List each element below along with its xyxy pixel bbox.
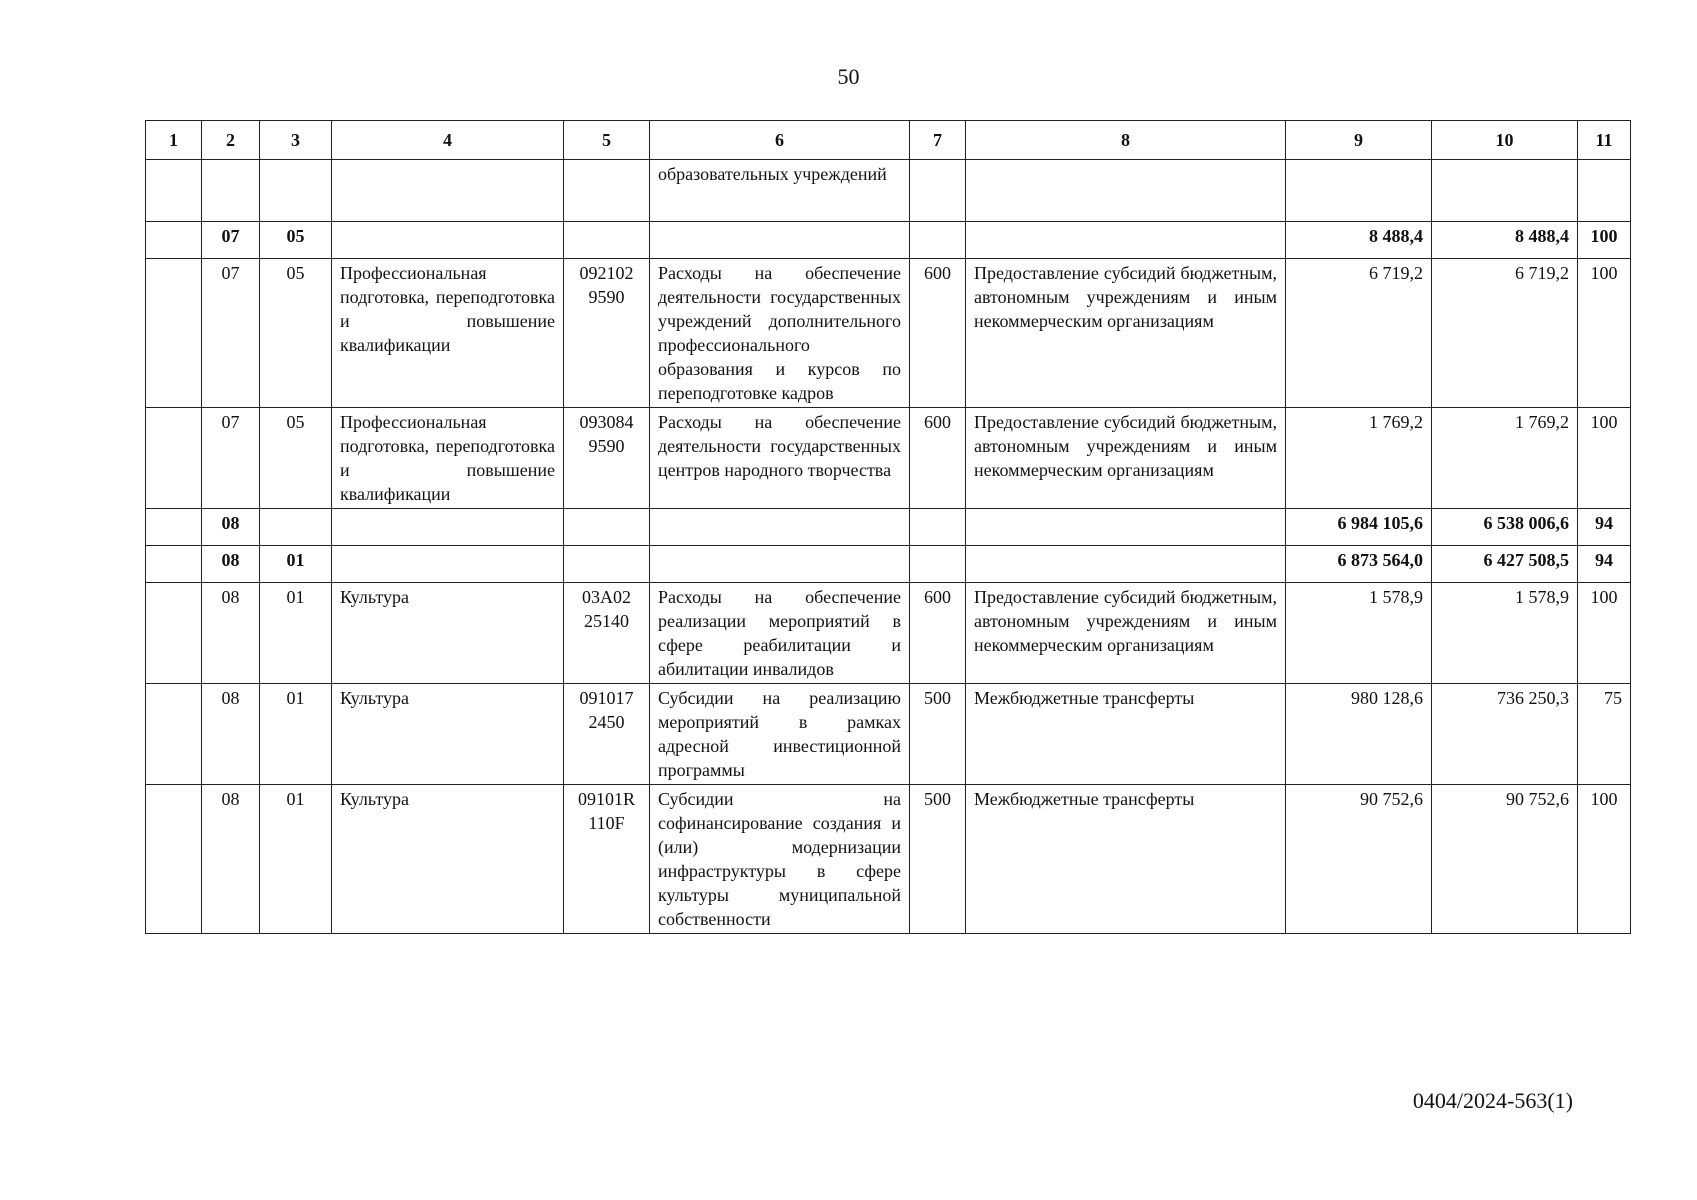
cell-actual: 90 752,6 [1432, 785, 1578, 934]
cell-subsection: 01 [260, 583, 332, 684]
cell-expense-name: Межбюджетные трансферты [966, 785, 1286, 934]
cell-expense-type [910, 222, 966, 259]
cell-description [650, 222, 910, 259]
cell-col1 [146, 785, 202, 934]
cell-expense-type: 500 [910, 785, 966, 934]
cell-section-name [332, 222, 564, 259]
cell-col1 [146, 160, 202, 222]
cell-expense-name: Предоставление субсидий бюджетным, автономным учреждениям и иным некоммерческим организациям [966, 408, 1286, 509]
cell-expense-type: 500 [910, 684, 966, 785]
column-header: 5 [564, 121, 650, 160]
cell-actual: 6 427 508,5 [1432, 546, 1578, 583]
cell-description [650, 546, 910, 583]
cell-section-name [332, 546, 564, 583]
cell-col1 [146, 684, 202, 785]
cell-section: 08 [202, 509, 260, 546]
cell-description: Расходы на обеспечение реализации мероприятий в сфере реабилитации и абилитации инвалидов [650, 583, 910, 684]
cell-description: образовательных учреждений [650, 160, 910, 222]
table-header-row [146, 121, 1631, 160]
cell-subsection: 01 [260, 684, 332, 785]
table-row [146, 160, 1631, 222]
cell-planned: 1 769,2 [1286, 408, 1432, 509]
cell-description: Субсидии на софинансирование создания и (или) модернизации инфраструктуры в сфере культуры муниципальной собственности [650, 785, 910, 934]
column-header: 9 [1286, 121, 1432, 160]
cell-subsection [260, 160, 332, 222]
cell-section: 08 [202, 684, 260, 785]
cell-expense-type [910, 160, 966, 222]
cell-target-code: 09101R 110F [564, 785, 650, 934]
column-header: 11 [1578, 121, 1631, 160]
cell-expense-name [966, 160, 1286, 222]
cell-col1 [146, 259, 202, 408]
cell-target-code: 091017 2450 [564, 684, 650, 785]
cell-expense-type [910, 546, 966, 583]
column-header: 3 [260, 121, 332, 160]
cell-planned: 6 984 105,6 [1286, 509, 1432, 546]
cell-description: Расходы на обеспечение деятельности государственных учреждений дополнительного профессионального образования и курсов по переподготовке кадров [650, 259, 910, 408]
cell-planned: 1 578,9 [1286, 583, 1432, 684]
cell-planned: 980 128,6 [1286, 684, 1432, 785]
cell-expense-name [966, 509, 1286, 546]
cell-section [202, 160, 260, 222]
cell-actual: 1 769,2 [1432, 408, 1578, 509]
cell-section-name: Профессиональная подготовка, переподготовка и повышение квалификации [332, 259, 564, 408]
cell-col1 [146, 583, 202, 684]
cell-target-code: 092102 9590 [564, 259, 650, 408]
cell-planned [1286, 160, 1432, 222]
cell-section: 08 [202, 785, 260, 934]
cell-percent: 75 [1578, 684, 1631, 785]
cell-subsection [260, 509, 332, 546]
cell-subsection: 05 [260, 408, 332, 509]
table-row-subtotal [146, 222, 1631, 259]
table-row [146, 684, 1631, 785]
cell-target-code: 093084 9590 [564, 408, 650, 509]
cell-col1 [146, 546, 202, 583]
budget-table [145, 120, 1631, 934]
cell-planned: 6 719,2 [1286, 259, 1432, 408]
cell-section-name [332, 160, 564, 222]
cell-subsection: 05 [260, 259, 332, 408]
column-header: 8 [966, 121, 1286, 160]
cell-target-code [564, 222, 650, 259]
cell-actual [1432, 160, 1578, 222]
column-header: 6 [650, 121, 910, 160]
cell-expense-name [966, 222, 1286, 259]
table-row-subtotal [146, 546, 1631, 583]
table-row [146, 259, 1631, 408]
cell-section-name: Культура [332, 684, 564, 785]
cell-section: 08 [202, 546, 260, 583]
cell-target-code [564, 546, 650, 583]
cell-description [650, 509, 910, 546]
cell-section: 07 [202, 408, 260, 509]
cell-section-name: Профессиональная подготовка, переподготовка и повышение квалификации [332, 408, 564, 509]
cell-description: Субсидии на реализацию мероприятий в рамках адресной инвестиционной программы [650, 684, 910, 785]
cell-section-name: Культура [332, 583, 564, 684]
cell-target-code [564, 160, 650, 222]
cell-expense-type [910, 509, 966, 546]
cell-actual: 6 538 006,6 [1432, 509, 1578, 546]
cell-col1 [146, 408, 202, 509]
column-header: 4 [332, 121, 564, 160]
cell-actual: 6 719,2 [1432, 259, 1578, 408]
table-row [146, 408, 1631, 509]
cell-percent: 100 [1578, 222, 1631, 259]
cell-section: 08 [202, 583, 260, 684]
cell-section: 07 [202, 259, 260, 408]
cell-target-code [564, 509, 650, 546]
column-header: 2 [202, 121, 260, 160]
cell-subsection: 01 [260, 546, 332, 583]
cell-percent: 94 [1578, 546, 1631, 583]
cell-actual: 1 578,9 [1432, 583, 1578, 684]
cell-percent: 100 [1578, 785, 1631, 934]
column-header: 1 [146, 121, 202, 160]
cell-percent: 94 [1578, 509, 1631, 546]
cell-expense-name: Предоставление субсидий бюджетным, автономным учреждениям и иным некоммерческим организациям [966, 259, 1286, 408]
table-row [146, 583, 1631, 684]
cell-expense-name [966, 546, 1286, 583]
document-code: 0404/2024-563(1) [1412, 1088, 1573, 1113]
table-row [146, 785, 1631, 934]
cell-subsection: 01 [260, 785, 332, 934]
cell-actual: 736 250,3 [1432, 684, 1578, 785]
cell-section: 07 [202, 222, 260, 259]
cell-percent: 100 [1578, 583, 1631, 684]
cell-description: Расходы на обеспечение деятельности государственных центров народного творчества [650, 408, 910, 509]
table-row-subtotal [146, 509, 1631, 546]
cell-percent [1578, 160, 1631, 222]
cell-percent: 100 [1578, 259, 1631, 408]
column-header: 10 [1432, 121, 1578, 160]
cell-subsection: 05 [260, 222, 332, 259]
cell-col1 [146, 222, 202, 259]
cell-planned: 6 873 564,0 [1286, 546, 1432, 583]
cell-section-name: Культура [332, 785, 564, 934]
cell-expense-name: Предоставление субсидий бюджетным, автономным учреждениям и иным некоммерческим организациям [966, 583, 1286, 684]
cell-expense-type: 600 [910, 583, 966, 684]
cell-expense-type: 600 [910, 259, 966, 408]
page-number: 50 [837, 64, 860, 89]
cell-actual: 8 488,4 [1432, 222, 1578, 259]
cell-target-code: 03А02 25140 [564, 583, 650, 684]
cell-col1 [146, 509, 202, 546]
cell-percent: 100 [1578, 408, 1631, 509]
cell-expense-type: 600 [910, 408, 966, 509]
cell-section-name [332, 509, 564, 546]
cell-expense-name: Межбюджетные трансферты [966, 684, 1286, 785]
cell-planned: 90 752,6 [1286, 785, 1432, 934]
cell-planned: 8 488,4 [1286, 222, 1432, 259]
column-header: 7 [910, 121, 966, 160]
